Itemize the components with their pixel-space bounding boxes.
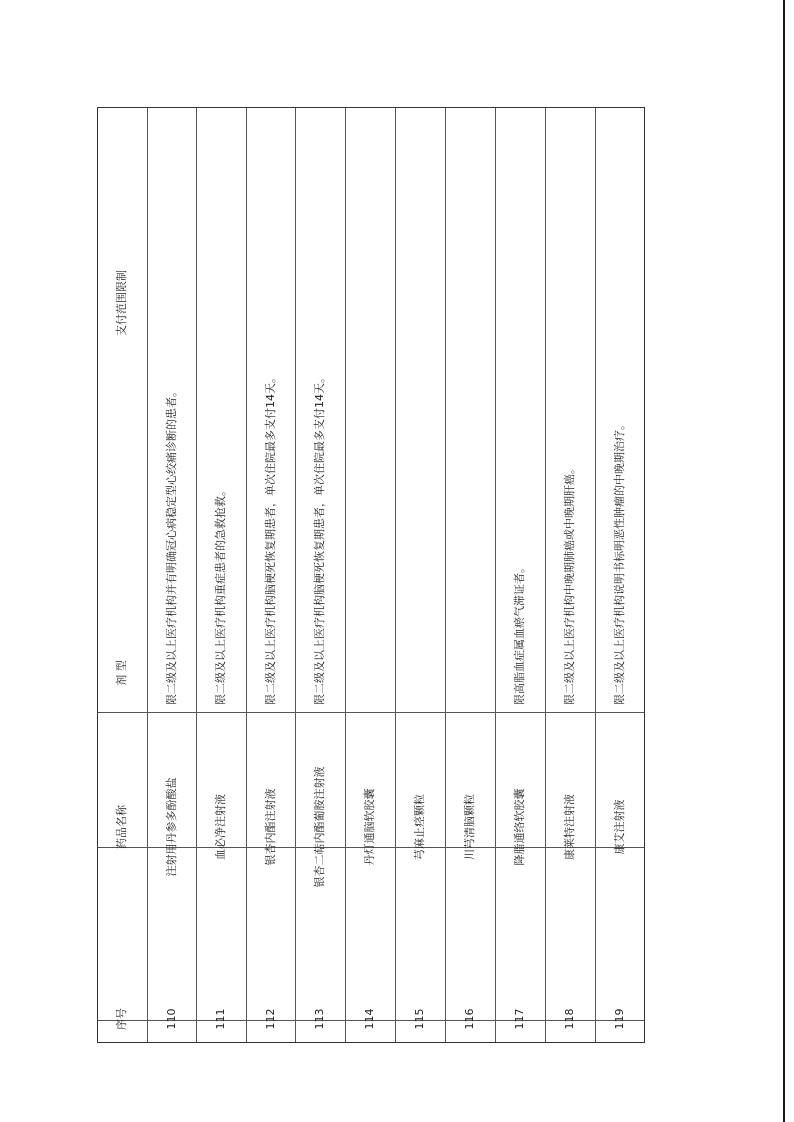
header-restriction: 支付范围限制 [115,270,128,336]
row-restriction: 限二级及以上医疗机构重症患者的急救抢救。 [214,485,227,705]
row-restriction: 限高脂血症属血瘀气滞证者。 [513,562,526,705]
row-divider [495,108,496,1042]
row-name: 丹灯通脑软胶囊 [363,788,376,866]
row-seq: 112 [264,1008,277,1030]
row-name: 康莱特注射液 [563,794,576,860]
row-name: 芎麻止痉颗粒 [413,794,426,860]
row-seq: 114 [363,1008,376,1030]
row-restriction: 限二级及以上医疗机构脑梗死恢复期患者，单次住院最多支付14天。 [264,372,277,705]
row-seq: 119 [613,1008,626,1030]
row-divider [246,108,247,1042]
row-restriction: 限二级及以上医疗机构并有明确冠心病稳定型心绞痛诊断的患者。 [165,386,178,705]
row-name: 降脂通络软胶囊 [513,788,526,866]
row-divider [445,108,446,1042]
row-name: 血必净注射液 [214,794,227,860]
row-name: 银杏二萜内酯葡胺注射液 [313,766,326,888]
row-seq: 111 [214,1008,227,1030]
row-name: 川芎清脑颗粒 [463,794,476,860]
row-name: 银杏内酯注射液 [264,788,277,866]
row-divider [147,108,148,1042]
row-seq: 118 [563,1008,576,1030]
row-seq: 113 [313,1008,326,1030]
row-restriction: 限二级及以上医疗机构说明书标明恶性肿瘤的中晚期治疗。 [613,419,626,705]
drug-table [97,107,645,1043]
row-divider [295,108,296,1042]
row-divider [545,108,546,1042]
row-divider [196,108,197,1042]
row-divider [395,108,396,1042]
page-edge-line [783,0,785,1122]
row-divider [345,108,346,1042]
row-divider [595,108,596,1042]
row-restriction: 限二级及以上医疗机构中晚期肺癌或中晚期肝癌。 [563,463,576,705]
header-name: 药品名称 [115,805,128,849]
row-seq: 117 [513,1008,526,1030]
row-seq: 116 [463,1008,476,1030]
row-name: 注射用丹参多酚酸盐 [165,777,178,877]
row-name: 康艾注射液 [613,799,626,855]
header-seq: 序号 [115,1008,128,1030]
header-form: 剂 型 [115,660,128,686]
row-seq: 110 [165,1008,178,1030]
divider-form-restriction [98,712,644,713]
row-restriction: 限二级及以上医疗机构脑梗死恢复期患者，单次住院最多支付14天。 [313,372,326,705]
row-seq: 115 [413,1008,426,1030]
